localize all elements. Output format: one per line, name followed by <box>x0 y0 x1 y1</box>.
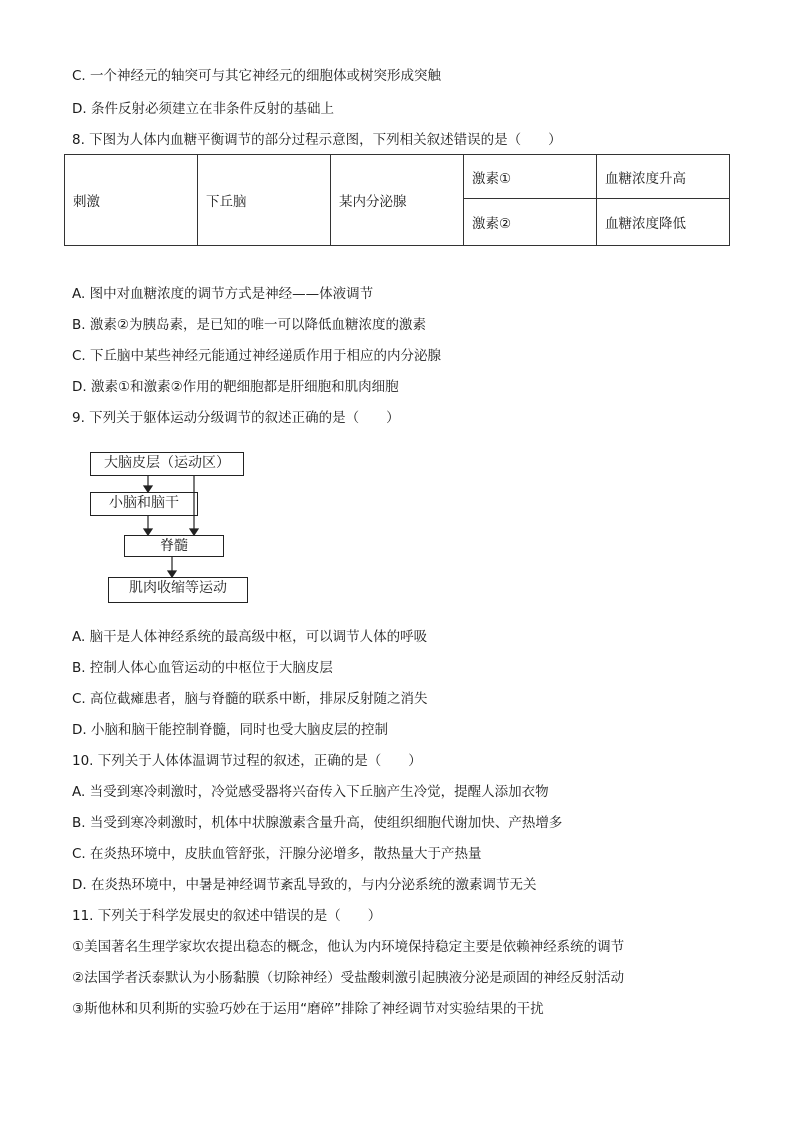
q8-option-c: C. 下丘脑中某些神经元能通过神经递质作用于相应的内分泌腺 <box>72 348 442 364</box>
q8-stem: 8. 下图为人体内血糖平衡调节的部分过程示意图，下列相关叙述错误的是（ ） <box>72 132 562 148</box>
q9-option-d: D. 小脑和脑干能控制脊髓，同时也受大脑皮层的控制 <box>72 722 388 738</box>
q9-option-a: A. 脑干是人体神经系统的最高级中枢，可以调节人体的呼吸 <box>72 629 428 645</box>
q9-option-b: B. 控制人体心血管运动的中枢位于大脑皮层 <box>72 660 333 676</box>
cell-stimulus: 刺激 <box>65 155 198 246</box>
q7-option-c: C. 一个神经元的轴突可与其它神经元的细胞体或树突形成突触 <box>72 68 442 84</box>
q8-option-d: D. 激素①和激素②作用的靶细胞都是肝细胞和肌肉细胞 <box>72 379 399 395</box>
q11-statement-2: ②法国学者沃泰默认为小肠黏膜（切除神经）受盐酸刺激引起胰液分泌是顽固的神经反射活动 <box>72 970 625 986</box>
q9-option-c: C. 高位截瘫患者，脑与脊髓的联系中断，排尿反射随之消失 <box>72 691 428 707</box>
q11-statement-1: ①美国著名生理学家坎农提出稳态的概念，他认为内环境保持稳定主要是依赖神经系统的调节 <box>72 939 625 955</box>
q11-statement-3: ③斯他林和贝利斯的实验巧妙在于运用“磨碎”排除了神经调节对实验结果的干扰 <box>72 1001 544 1017</box>
q8-table <box>64 154 730 246</box>
cell-gland: 某内分泌腺 <box>331 155 464 246</box>
q10-option-d: D. 在炎热环境中，中暑是神经调节紊乱导致的，与内分泌系统的激素调节无关 <box>72 877 537 893</box>
box-cerebral-cortex: 大脑皮层（运动区） <box>90 452 244 476</box>
cell-hormone1: 激素① <box>464 155 597 199</box>
cell-effect1: 血糖浓度升高 <box>597 155 730 199</box>
cell-effect2: 血糖浓度降低 <box>597 199 730 246</box>
box-cerebellum-brainstem: 小脑和脑干 <box>90 492 198 516</box>
box-spinal-cord: 脊髓 <box>124 535 224 557</box>
diagram-arrows <box>90 448 260 608</box>
q10-option-b: B. 当受到寒冷刺激时，机体中状腺激素含量升高，使组织细胞代谢加快、产热增多 <box>72 815 563 831</box>
cell-hormone2: 激素② <box>464 199 597 246</box>
q10-option-c: C. 在炎热环境中，皮肤血管舒张，汗腺分泌增多，散热量大于产热量 <box>72 846 482 862</box>
q11-stem: 11. 下列关于科学发展史的叙述中错误的是（ ） <box>72 908 382 924</box>
q9-stem: 9. 下列关于躯体运动分级调节的叙述正确的是（ ） <box>72 410 400 426</box>
q8-option-a: A. 图中对血糖浓度的调节方式是神经——体液调节 <box>72 286 374 302</box>
q8-option-b: B. 激素②为胰岛素，是已知的唯一可以降低血糖浓度的激素 <box>72 317 426 333</box>
cell-hypothalamus: 下丘脑 <box>198 155 331 246</box>
q10-stem: 10. 下列关于人体体温调节过程的叙述，正确的是（ ） <box>72 753 422 769</box>
q7-option-d: D. 条件反射必须建立在非条件反射的基础上 <box>72 101 334 117</box>
q10-option-a: A. 当受到寒冷刺激时，冷觉感受器将兴奋传入下丘脑产生冷觉，提醒人添加衣物 <box>72 784 549 800</box>
motor-hierarchy-diagram <box>90 448 260 608</box>
box-muscle-movement: 肌肉收缩等运动 <box>108 577 248 603</box>
